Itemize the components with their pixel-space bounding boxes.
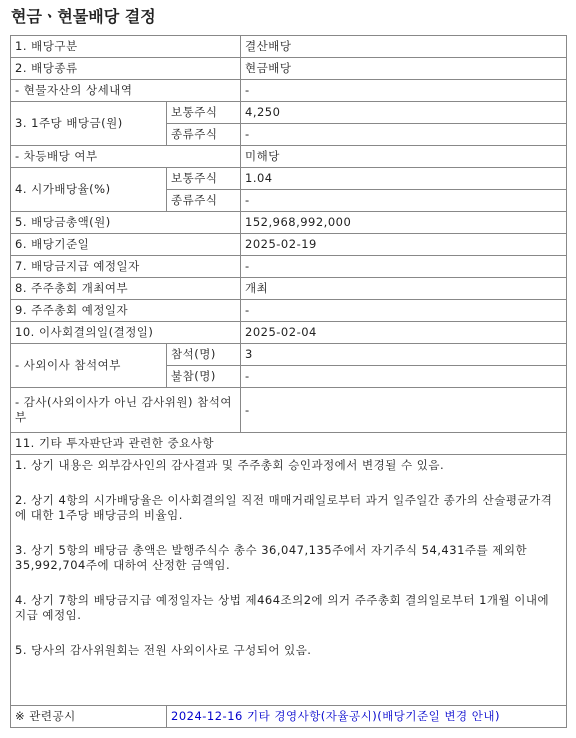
row-record-date	[11, 234, 567, 256]
row-dividend-kind	[11, 58, 567, 80]
row-other-header	[11, 433, 567, 455]
outside-absent-value: -	[241, 366, 567, 388]
outside-present-value: 3	[241, 344, 567, 366]
yield-preferred-label: 종류주식	[167, 190, 241, 212]
row-per-share-common	[11, 102, 567, 124]
per-share-label: 3. 1주당 배당금(원)	[11, 102, 167, 146]
related-cell	[167, 706, 567, 728]
row-board-date	[11, 322, 567, 344]
note-item: 3. 상기 5항의 배당금 총액은 발행주식수 총수 36,047,135주에서 자기주식 54,431주를 제외한 35,992,704주에 대하여 산정한 금액임.	[15, 543, 528, 572]
note-item: 1. 상기 내용은 외부감사인의 감사결과 및 주주총회 승인과정에서 변경될 수 있음.	[15, 458, 445, 472]
dividend-type-label: 1. 배당구분	[11, 36, 241, 58]
per-share-preferred-value: -	[241, 124, 567, 146]
dividend-disclosure-table	[10, 35, 567, 728]
inkind-detail-value: -	[241, 80, 567, 102]
row-agm-date	[11, 300, 567, 322]
row-auditor	[11, 388, 567, 433]
inkind-detail-label: - 현물자산의 상세내역	[11, 80, 241, 102]
row-yield-common	[11, 168, 567, 190]
dividend-kind-label: 2. 배당종류	[11, 58, 241, 80]
record-date-value: 2025-02-19	[241, 234, 567, 256]
agm-held-value: 개최	[241, 278, 567, 300]
row-related	[11, 706, 567, 728]
related-disclosure-link[interactable]: 2024-12-16 기타 경영사항(자율공시)(배당기준일 변경 안내)	[171, 709, 500, 723]
row-differential	[11, 146, 567, 168]
agm-date-value: -	[241, 300, 567, 322]
board-date-value: 2025-02-04	[241, 322, 567, 344]
row-inkind-detail	[11, 80, 567, 102]
board-date-label: 10. 이사회결의일(결정일)	[11, 322, 241, 344]
row-payment-date	[11, 256, 567, 278]
payment-date-label: 7. 배당금지급 예정일자	[11, 256, 241, 278]
agm-held-label: 8. 주주총회 개최여부	[11, 278, 241, 300]
note-item: 2. 상기 4항의 시가배당율은 이사회결의일 직전 매매거래일로부터 과거 일주일간 종가의 산술평균가격에 대한 1주당 배당금의 비율임.	[15, 493, 553, 522]
dividend-kind-value: 현금배당	[241, 58, 567, 80]
record-date-label: 6. 배당기준일	[11, 234, 241, 256]
yield-preferred-value: -	[241, 190, 567, 212]
notes-cell	[11, 455, 567, 706]
row-outside-present	[11, 344, 567, 366]
differential-value: 미해당	[241, 146, 567, 168]
outside-present-label: 참석(명)	[167, 344, 241, 366]
per-share-preferred-label: 종류주식	[167, 124, 241, 146]
differential-label: - 차등배당 여부	[11, 146, 241, 168]
related-label: ※ 관련공시	[11, 706, 167, 728]
page-title: 현금ㆍ현물배당 결정	[11, 7, 156, 26]
row-total-amount	[11, 212, 567, 234]
auditor-label: - 감사(사외이사가 아닌 감사위원) 참석여부	[11, 388, 241, 433]
note-item: 4. 상기 7항의 배당금지급 예정일자는 상법 제464조의2에 의거 주주총회 결의일로부터 1개월 이내에 지급 예정임.	[15, 593, 550, 622]
per-share-common-label: 보통주식	[167, 102, 241, 124]
total-amount-label: 5. 배당금총액(원)	[11, 212, 241, 234]
per-share-common-value: 4,250	[241, 102, 567, 124]
outside-absent-label: 불참(명)	[167, 366, 241, 388]
row-dividend-type	[11, 36, 567, 58]
dividend-type-value: 결산배당	[241, 36, 567, 58]
note-item: 5. 당사의 감사위원회는 전원 사외이사로 구성되어 있음.	[15, 643, 312, 657]
row-notes	[11, 455, 567, 706]
yield-common-value: 1.04	[241, 168, 567, 190]
payment-date-value: -	[241, 256, 567, 278]
agm-date-label: 9. 주주총회 예정일자	[11, 300, 241, 322]
total-amount-value: 152,968,992,000	[241, 212, 567, 234]
auditor-value: -	[241, 388, 567, 433]
outside-directors-label: - 사외이사 참석여부	[11, 344, 167, 388]
other-matters-header: 11. 기타 투자판단과 관련한 중요사항	[11, 433, 567, 455]
yield-label: 4. 시가배당율(%)	[11, 168, 167, 212]
yield-common-label: 보통주식	[167, 168, 241, 190]
row-agm-held	[11, 278, 567, 300]
